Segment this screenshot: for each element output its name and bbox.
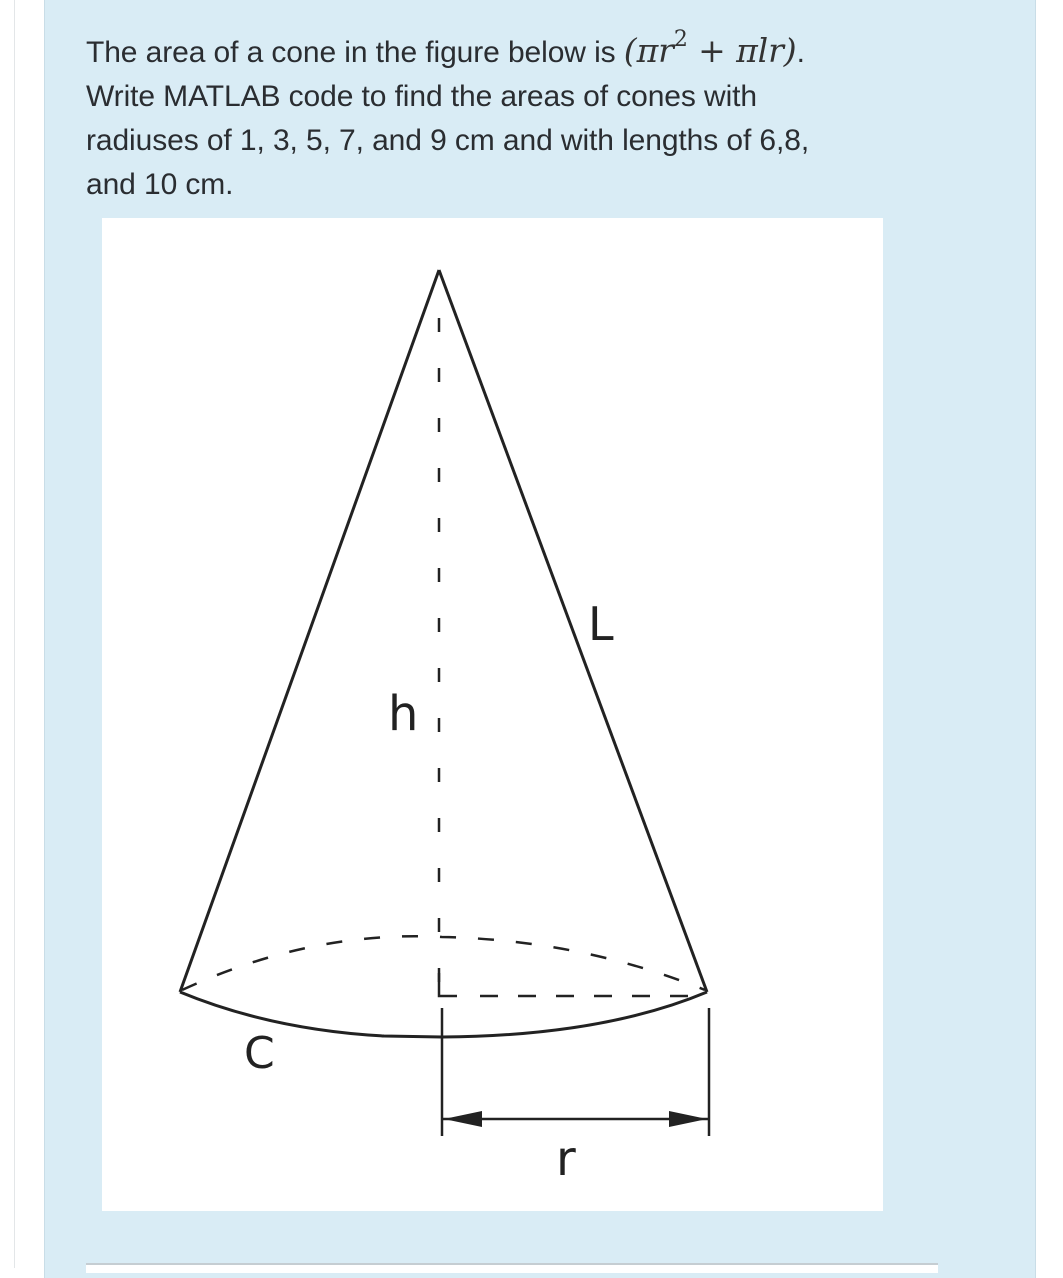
- label-slant-length: L: [588, 597, 614, 651]
- formula-period: .: [796, 36, 805, 69]
- cone-right-side: [439, 270, 707, 992]
- question-line-2: Write MATLAB code to find the areas of cones with: [86, 80, 757, 113]
- question-text: [86, 22, 986, 207]
- formula-exponent: 2: [673, 27, 688, 52]
- question-line-4: and 10 cm.: [86, 168, 234, 201]
- cone-diagram: [102, 218, 883, 1211]
- question-line-1: [86, 22, 986, 75]
- cone-base-back: [182, 936, 705, 990]
- label-height: h: [388, 686, 419, 742]
- formula-part-open: (πr: [623, 31, 674, 70]
- dimension-arrow-left: [444, 1111, 482, 1127]
- area-formula: [623, 27, 797, 70]
- label-radius: r: [556, 1131, 576, 1187]
- left-divider: [14, 0, 15, 1268]
- cone-figure: [102, 218, 883, 1211]
- answer-area-edge: [86, 1263, 938, 1273]
- question-line-3: radiuses of 1, 3, 5, 7, and 9 cm and with lengths of 6,8,: [86, 124, 810, 157]
- dimension-arrow-right: [669, 1111, 707, 1127]
- cone-left-side: [180, 270, 439, 992]
- formula-part-rest: + πlr): [687, 31, 797, 70]
- label-circumference: C: [244, 1028, 275, 1079]
- question-line-1-text: The area of a cone in the figure below is: [86, 36, 624, 69]
- right-angle-mark: [439, 973, 457, 996]
